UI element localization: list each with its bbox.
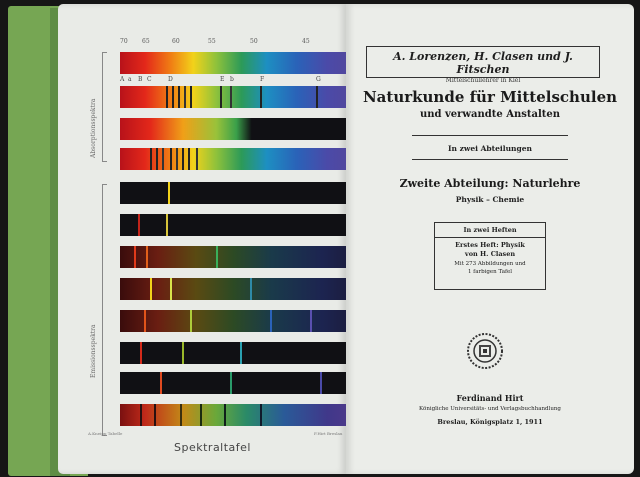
right-page-title	[346, 4, 634, 474]
line-label: A	[120, 76, 125, 83]
spectrum-strip	[120, 148, 373, 170]
line-label: b	[230, 76, 234, 83]
spectrum-strip	[120, 86, 373, 108]
spectrum-strip	[120, 342, 373, 364]
wavelength-scale	[120, 38, 373, 48]
publisher-name: Ferdinand Hirt	[456, 393, 524, 403]
spectrum-strip	[120, 404, 373, 426]
scale-label: 60	[172, 38, 180, 45]
line-label: G	[316, 76, 321, 83]
emission-brace	[102, 184, 107, 436]
hefte-note: Mit 273 Abbildungen und	[454, 261, 526, 267]
scale-label: 50	[250, 38, 258, 45]
line-label: C	[147, 76, 152, 83]
line-label: D	[168, 76, 173, 83]
authors: A. Lorenzen, H. Clasen und J. Fitschen	[393, 50, 573, 76]
spectrum-strip	[120, 52, 373, 74]
absorption-brace	[102, 52, 107, 162]
printer-credit-right: F.Hirt Breslau	[314, 431, 343, 436]
plate-title: Spektraltafel	[174, 441, 251, 454]
spectrum-strip	[120, 278, 373, 300]
left-page-spectral-plate	[58, 4, 346, 474]
line-label: E	[220, 76, 225, 83]
subjects: Physik – Chemie	[455, 195, 525, 204]
scale-label: 55	[208, 38, 216, 45]
hefte-note: 1 farbigen Tafel	[467, 269, 513, 275]
publisher-description: Königliche Universitäts- und Verlagsbuchhandlung	[419, 406, 561, 412]
printer-credit-left: A.Kneipp Tabelle	[88, 431, 123, 436]
part-title: Zweite Abteilung: Naturlehre	[399, 177, 581, 190]
hefte-box	[434, 222, 546, 290]
line-label: a	[128, 76, 132, 83]
spectrum-strip	[120, 246, 373, 268]
scale-label: 70	[120, 38, 128, 45]
spectrum-strip	[120, 310, 373, 332]
spectrum-strip	[120, 182, 373, 204]
spectrum-strip	[120, 214, 373, 236]
hefte-line: Erstes Heft: Physik	[455, 241, 525, 249]
emission-group-label: Emissionsspektra	[90, 324, 97, 378]
line-label: F	[260, 76, 265, 83]
spectrum-strip	[120, 372, 373, 394]
divider	[412, 135, 568, 136]
book-subtitle: und verwandte Anstalten	[419, 109, 561, 120]
hefte-header: In zwei Heften	[435, 223, 545, 238]
author-note: Mittelschullehrer in Kiel	[445, 77, 521, 84]
line-label: B	[138, 76, 143, 83]
publication-place: Breslau, Königsplatz 1, 1911	[437, 418, 543, 426]
book-title: Naturkunde für Mittelschulen	[362, 88, 618, 106]
fraunhofer-labels	[120, 76, 373, 84]
spectral-plate	[88, 38, 343, 434]
author-box	[366, 46, 600, 84]
publisher-emblem-icon	[466, 332, 504, 370]
spectrum-strip	[120, 118, 373, 140]
scale-label: 45	[302, 38, 310, 45]
divisions-note: In zwei Abteilungen	[448, 144, 532, 153]
scale-label: 65	[142, 38, 150, 45]
absorption-group-label: Absorptionsspektra	[90, 98, 97, 158]
divider	[412, 159, 568, 160]
hefte-line: von H. Clasen	[464, 250, 516, 258]
